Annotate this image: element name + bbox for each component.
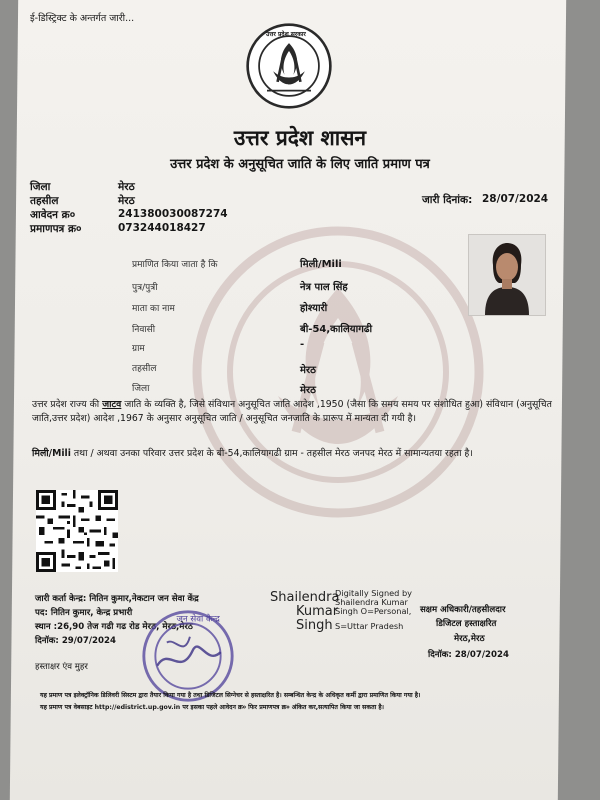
authority-place: मेरठ,मेरठ — [454, 634, 485, 644]
mother-name: होश्यारी — [300, 303, 328, 314]
issuer-date: दिनॉक: 29/07/2024 — [35, 636, 116, 646]
emblem-text: उत्तर प्रदेश सरकार — [266, 31, 306, 38]
district-label: जिला — [30, 181, 51, 193]
statement-intro: उत्तर प्रदेश राज्य की — [32, 399, 100, 410]
stamp-text: जन सेवा केन्द्र — [176, 614, 220, 625]
issue-date-value: 28/07/2024 — [482, 193, 549, 205]
issue-date-label: जारी दिनांक: — [422, 194, 473, 206]
authority-signed: डिजिटल हस्ताक्षरित — [436, 619, 497, 629]
detail-district-label: जिला — [132, 384, 150, 394]
village-value: - — [300, 339, 305, 350]
resident-label: निवासी — [132, 325, 156, 335]
digital-sign-detail-1: Digitally Signed by — [335, 588, 413, 598]
father-name: नेत्र पाल सिंह — [300, 282, 348, 293]
page-subtitle: उत्तर प्रदेश के अनुसूचित जाति के लिए जाति प्रमाण पत्र — [170, 157, 430, 172]
holder-photo — [468, 234, 546, 316]
residence-statement — [32, 447, 552, 461]
digital-sign-detail-4: S=Uttar Pradesh — [335, 621, 404, 631]
issuer-center: जारी कर्ता केन्द्र: नितिन कुमार,नेकटान जन सेवा केंद्र — [35, 594, 199, 604]
tehsil-value: मेरठ — [118, 195, 135, 207]
detail-district-value: मेरठ — [300, 385, 316, 396]
district-value: मेरठ — [118, 181, 135, 193]
detail-tehsil-label: तहसील — [132, 364, 157, 374]
certify-label: प्रमाणित किया जाता है कि — [132, 260, 218, 270]
caste-name: जाटव — [102, 399, 122, 410]
child-of-label: पुत्र/पुत्री — [132, 283, 158, 293]
footer-line-2: यह प्रमाण पत्र वेबसाइट http://edistrict.up.gov.in पर इसका पहले आवेदन क्र० फिर प्रमाणपत्र क्र० अंकित कर,सत्यापित किया जा सकता है। — [40, 704, 384, 711]
issuer-post: पद: नितिन कुमार, केन्द्र प्रभारी — [35, 608, 133, 618]
detail-tehsil-value: मेरठ — [300, 365, 316, 376]
issuer-sign-label: हस्ताक्षर एंव मुहर — [35, 662, 88, 672]
page-title: उत्तर प्रदेश शासन — [233, 126, 367, 150]
mother-label: माता का नाम — [132, 304, 175, 314]
issuer-place: स्थान :26,90 तेज गढी गढ रोड मेरठ, मेरठ,मेरठ — [35, 622, 193, 632]
digital-sign-name-2: Kumar — [296, 604, 339, 619]
statement-body: जाति के व्यक्ति है, जिसे संविधान अनुसूचित जाति आदेश ,1950 (जैसा कि समय समय पर संशोधित हुआ) संविधान (अनुसूचित जाति,उत्तर प्रदेश) आदेश ,1967 के अनुसार अनुसूचित जाति / अनुसूचित जनजाति के प्रारूप में मान्यता दी गयी है। — [32, 399, 552, 424]
application-number: 241380030087274 — [118, 208, 228, 220]
header-note: ई-डिस्ट्रिक्ट के अन्तर्गत जारी... — [30, 13, 135, 24]
residence-holder-name: मिली/Mili — [32, 448, 71, 459]
resident-value: बी-54,कालियागढी — [300, 324, 373, 335]
residence-body: तथा / अथवा उनका परिवार उत्तर प्रदेश के बी-54,कालियागढी ग्राम - तहसील मेरठ जनपद मेरठ में सामान्यतया रहता है। — [73, 448, 473, 459]
caste-statement — [32, 398, 552, 426]
authority-title: सक्षम अधिकारी/तहसीलदार — [420, 605, 506, 615]
digital-sign-name-1: Shailendra — [270, 590, 340, 605]
holder-name: मिली/Mili — [300, 259, 342, 270]
digital-sign-detail-2: Shailendra Kumar — [335, 597, 408, 607]
digital-sign-name-3: Singh — [296, 618, 333, 633]
qr-code — [36, 490, 118, 572]
authority-date: दिनॉक: 28/07/2024 — [428, 650, 509, 660]
village-label: ग्राम — [132, 344, 145, 354]
footer-line-1: यह प्रमाण पत्र इलेक्ट्रॉनिक डिलिवरी सिस्टम द्वारा तैयार किया गया है तथा डिजिटल सिग्नेचर से हस्ताक्षरित है। सम्बन्धित केन्द्र के अधिकृत कर्मी द्वारा प्रमाणित किया गया है। — [40, 692, 421, 699]
application-label: आवेदन क्र० — [30, 209, 76, 221]
digital-sign-detail-3: Singh O=Personal, — [335, 606, 412, 616]
tehsil-label: तहसील — [30, 195, 59, 207]
certificate-label: प्रमाणपत्र क्र० — [30, 223, 82, 235]
certificate-number: 073244018427 — [118, 222, 206, 234]
